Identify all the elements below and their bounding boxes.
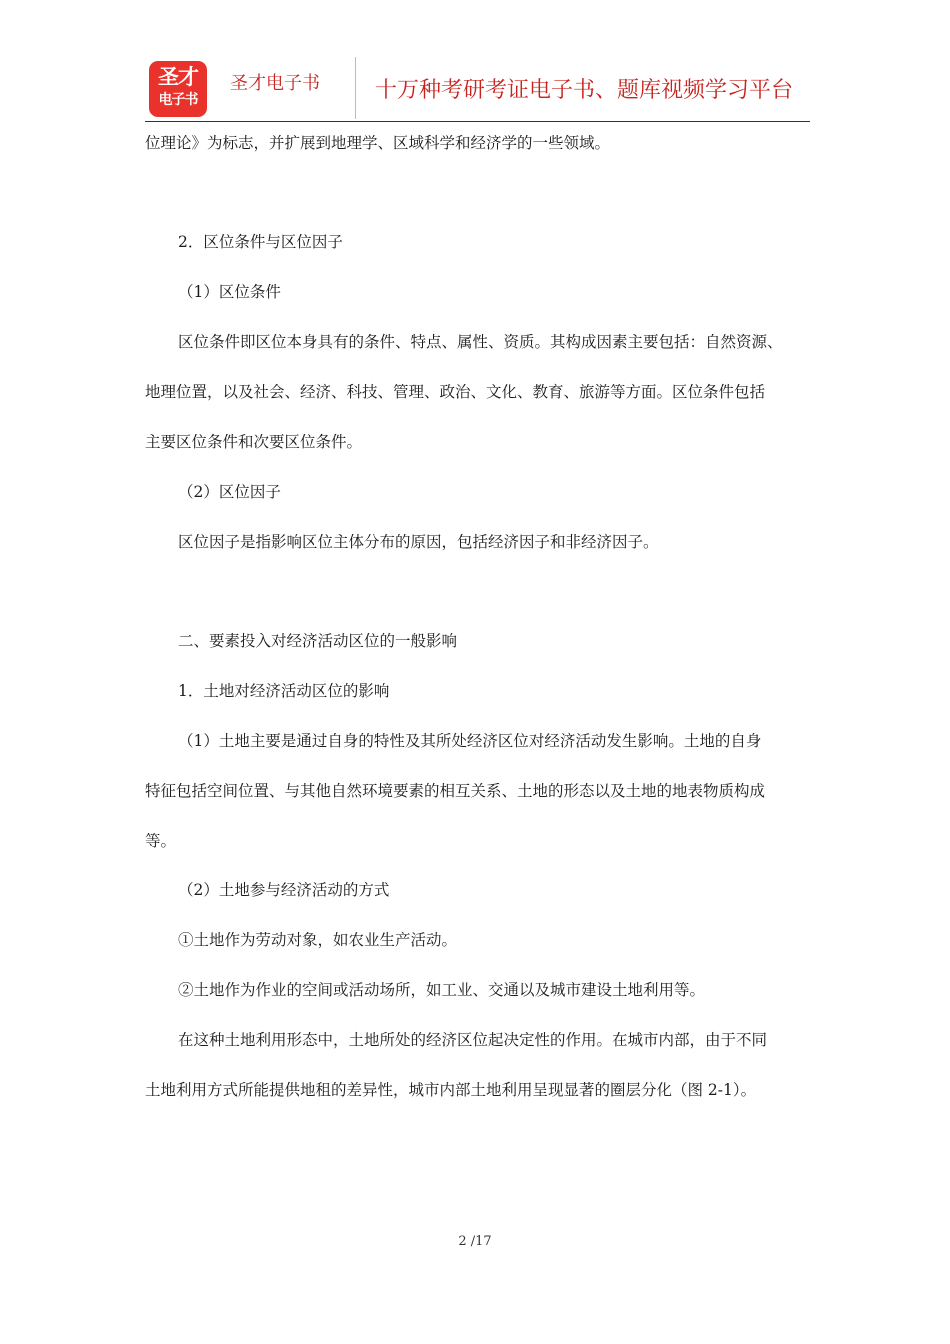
shengcai-logo (149, 61, 207, 117)
text-line: 区位条件即区位本身具有的条件、特点、属性、资质。其构成因素主要包括：自然资源、 (178, 333, 783, 351)
subsection-heading: （1）区位条件 (178, 283, 281, 301)
list-item: ①土地作为劳动对象，如农业生产活动。 (178, 931, 458, 949)
text-line: 位理论》为标志，并扩展到地理学、区域科学和经济学的一些领域。 (145, 134, 611, 152)
list-item: ②土地作为作业的空间或活动场所，如工业、交通以及城市建设土地利用等。 (178, 981, 706, 999)
subsection-heading: （2）土地参与经济活动的方式 (178, 881, 390, 899)
logo-text-bottom: 电子书 (158, 92, 198, 108)
text-line: 在这种土地利用形态中，土地所处的经济区位起决定性的作用。在城市内部，由于不同 (178, 1031, 768, 1049)
header-slogan: 十万种考研考证电子书、题库视频学习平台 (375, 78, 794, 103)
header-divider (355, 57, 356, 119)
brand-name: 圣才电子书 (230, 73, 320, 94)
section-heading: 2．区位条件与区位因子 (178, 233, 343, 251)
section-heading: 1．土地对经济活动区位的影响 (178, 682, 390, 700)
page-number: 2 /17 (458, 1234, 492, 1249)
text-line: （1）土地主要是通过自身的特性及其所处经济区位对经济活动发生影响。土地的自身 (178, 732, 762, 750)
text-line: 特征包括空间位置、与其他自然环境要素的相互关系、土地的形态以及土地的地表物质构成 (145, 782, 766, 800)
page-header (145, 55, 810, 122)
logo-text-top: 圣才 (158, 65, 198, 89)
text-line: 主要区位条件和次要区位条件。 (145, 433, 363, 451)
subsection-heading: （2）区位因子 (178, 483, 281, 501)
chapter-heading: 二、要素投入对经济活动区位的一般影响 (178, 632, 458, 650)
text-line: 区位因子是指影响区位主体分布的原因，包括经济因子和非经济因子。 (178, 533, 659, 551)
text-line: 等。 (145, 832, 177, 850)
text-line: 地理位置，以及社会、经济、科技、管理、政治、文化、教育、旅游等方面。区位条件包括 (145, 383, 766, 401)
text-line: 土地利用方式所能提供地租的差异性，城市内部土地利用呈现显著的圈层分化（图 2-1）。 (145, 1081, 757, 1099)
